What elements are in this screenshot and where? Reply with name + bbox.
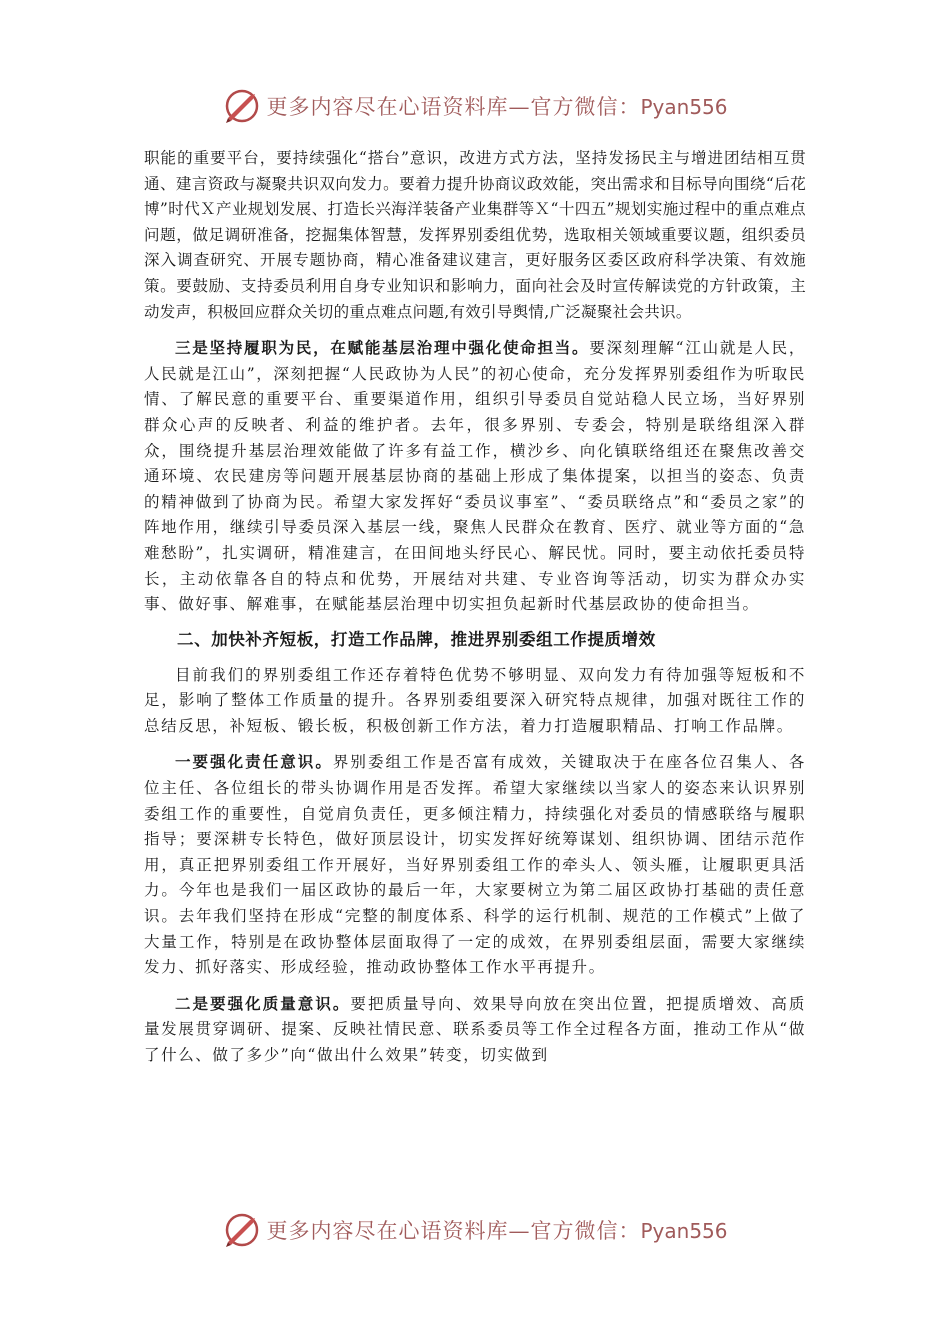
paragraph-responsibility — [144, 749, 806, 980]
section-heading: 二、加快补齐短板，打造工作品牌，推进界别委组工作提质增效 — [177, 629, 656, 649]
paragraph-continued: 职能的重要平台，要持续强化“搭台”意识，改进方式方法，坚持发扬民主与增进团结相互贯通、建言资政与凝聚共识双向发力。要着力提升协商议政效能，突出需求和目标导向围绕“后花博”时代Ｘ产业规划发展、打造长兴海洋装备产业集群等Ｘ“十四五”规划实施过程中的重点难点问题，做足调研准备，挖掘集体智慧，发挥界别委组优势，选取相关领域重要议题，组织委员深入调查研究、开展专题协商，精心准备建议建言，更好服务区委区政府科学决策、有效施策。要鼓励、支持委员利用自身专业知识和影响力，面向社会及时宣传解读党的方针政策，主动发声，积极回应群众关切的重点难点问题,有效引导舆情,广泛凝聚社会共识。 — [144, 149, 806, 321]
pen-nib-logo-icon — [222, 1210, 262, 1250]
header-banner — [0, 84, 950, 128]
wechat-id: Pyan556 — [640, 1219, 728, 1243]
paragraph-serve-people — [144, 335, 806, 618]
paragraph-lead: 二是要强化质量意识。 — [175, 993, 351, 1013]
paragraph-shortcomings: 目前我们的界别委组工作还存着特色优势不够明显、双向发力有待加强等短板和不足，影响了整体工作质量的提升。各界别委组要深入研究特点规律，加强对既往工作的总结反思，补短板、锻长板，积极创新工作方法，着力打造履职精品、打响工作品牌。 — [144, 665, 806, 735]
paragraph-lead: 一要强化责任意识。 — [175, 752, 333, 772]
paragraph-lead: 三是坚持履职为民，在赋能基层治理中强化使命担当。 — [175, 338, 590, 358]
pen-nib-logo-icon — [222, 86, 262, 126]
paragraph-body: 要深刻理解“江山就是人民，人民就是江山”，深刻把握“人民政协为人民”的初心使命，充分发挥界别委组作为听取民情、了解民意的重要平台、重要渠道作用，组织引导委员自觉站稳人民立场，当好界别群众心声的反映者、利益的维护者。去年，很多界别、专委会，特别是联络组深入群众，围绕提升基层治理效能做了许多有益工作，横沙乡、向化镇联络组还在聚焦改善交通环境、农民建房等问题开展基层协商的基础上形成了集体提案，以担当的姿态、负责的精神做到了协商为民。希望大家发挥好“委员议事室”、“委员联络点”和“委员之家”的阵地作用，继续引导委员深入基层一线，聚焦人民群众在教育、医疗、就业等方面的“急难愁盼”，扎实调研，精准建言，在田间地头纾民心、解民忧。同时，要主动依托委员特长，主动依靠各自的特点和优势，开展结对共建、专业咨询等活动，切实为群众办实事、做好事、解难事，在赋能基层治理中切实担负起新时代基层政协的使命担当。 — [144, 339, 806, 614]
document-body — [144, 146, 806, 1069]
banner-text: 更多内容尽在心语资料库—官方微信：Pyan556 — [266, 1219, 728, 1243]
banner-text: 更多内容尽在心语资料库—官方微信：Pyan556 — [266, 95, 728, 119]
paragraph-body: 要把质量导向、效果导向放在突出位置，把提质增效、高质量发展贯穿调研、提案、反映社情民意、联系委员等工作全过程各方面，推动工作从“做了什么、做了多少”向“做出什么效果”转变，切实做到 — [144, 994, 806, 1064]
paragraph-quality — [144, 991, 806, 1069]
wechat-id: Pyan556 — [640, 95, 728, 119]
footer-banner — [0, 1208, 950, 1252]
paragraph-body: 界别委组工作是否富有成效，关键取决于在座各位召集人、各位主任、各位组长的带头协调作用是否发挥。希望大家继续以当家人的姿态来认识界别委组工作的重要性，自觉肩负责任，更多倾注精力，持续强化对委员的情感联络与履职指导；要深耕专长特色，做好顶层设计，切实发挥好统筹谋划、组织协调、团结示范作用，真正把界别委组工作开展好，当好界别委组工作的牵头人、领头雁，让履职更具活力。今年也是我们一届区政协的最后一年，大家要树立为第二届区政协打基础的责任意识。去年我们坚持在形成“完整的制度体系、科学的运行机制、规范的工作模式”上做了大量工作，特别是在政协整体层面取得了一定的成效，在界别委组层面，需要大家继续发力、抓好落实、形成经验，推动政协整体工作水平再提升。 — [144, 753, 806, 977]
